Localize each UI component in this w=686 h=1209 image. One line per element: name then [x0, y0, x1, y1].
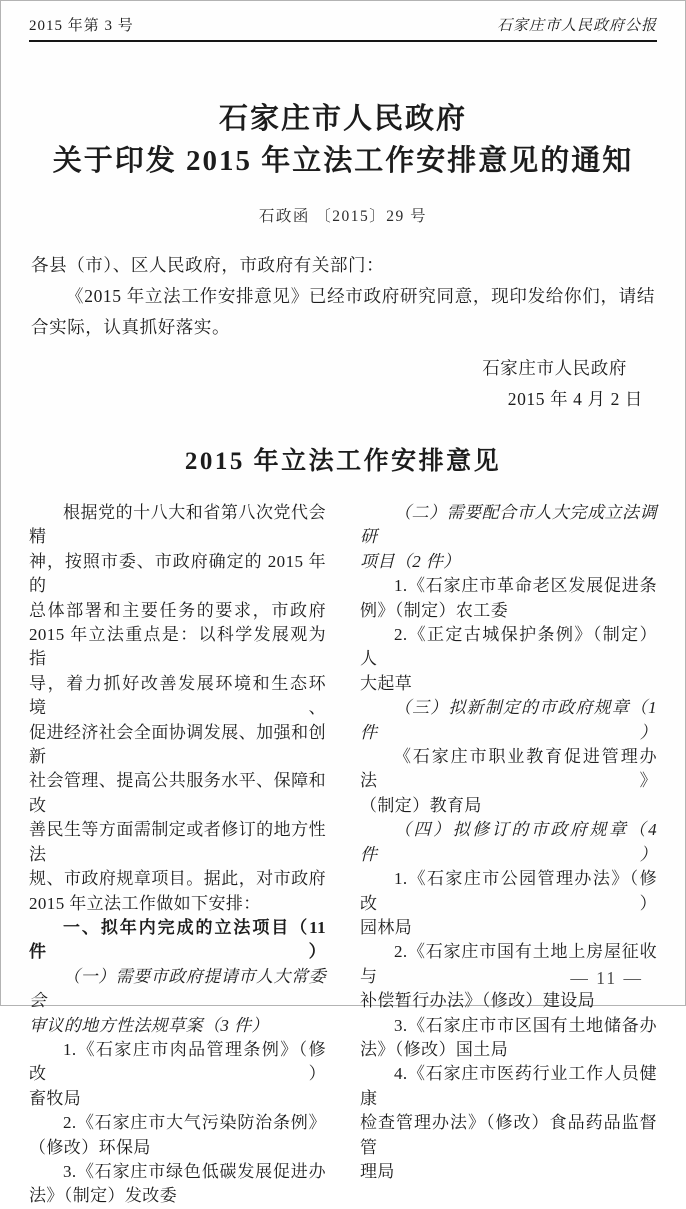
notice-title: [1, 98, 685, 182]
opinion-column-left: [29, 501, 326, 1209]
opinion-line: 规、市政府规章项目。据此，对市政府: [29, 869, 326, 889]
notice-body-paragraph: 《2015 年立法工作安排意见》已经市政府研究同意，现印发给你们，请结合实际，认真抓好落实。: [31, 286, 655, 337]
opinion-line: 补偿暂行办法》（修改）建设局: [360, 991, 596, 1011]
signature-name: 石家庄市人民政府: [482, 358, 627, 378]
opinion-line: 理局: [360, 1161, 395, 1181]
masthead-publication-title: 石家庄市人民政府公报: [496, 18, 657, 34]
opinion-line: 大起草: [360, 673, 413, 693]
notice-title-line-2: 关于印发 2015 年立法工作安排意见的通知: [52, 145, 634, 177]
page-number: — 11 —: [570, 968, 643, 988]
opinion-line: 3.《石家庄市市区国有土地储备办: [394, 1015, 657, 1035]
opinion-subheading: （二）需要配合市人大完成立法调研: [360, 503, 657, 547]
opinion-columns: [29, 501, 657, 1209]
opinion-subheading: 项目（2 件）: [360, 551, 461, 571]
opinion-line: 社会管理、提高公共服务水平、保障和改: [29, 771, 326, 815]
opinion-line: 法》（制定）发改委: [29, 1186, 178, 1206]
opinion-line: 检查管理办法》（修改）食品药品监督管: [360, 1113, 657, 1157]
opinion-line: 4.《石家庄市医药行业工作人员健康: [360, 1064, 657, 1108]
opinion-line: 法》（修改）国土局: [360, 1039, 509, 1059]
opinion-line: （修改）环保局: [29, 1137, 151, 1157]
opinion-line: 2015 年立法工作做如下安排：: [29, 893, 261, 913]
opinion-line: 神，按照市委、市政府确定的 2015 年的: [29, 551, 326, 596]
masthead-issue: 2015 年第 3 号: [29, 18, 134, 34]
opinion-line: 例》（制定）农工委: [360, 600, 509, 620]
opinion-line: 畜牧局: [29, 1088, 82, 1108]
doc-number: 石政函 〔2015〕29 号: [258, 208, 428, 225]
opinion-heading-1: 一、拟年内完成的立法项目（11 件）: [29, 917, 326, 962]
opinion-line: 园林局: [360, 917, 413, 937]
notice-title-line-1: 石家庄市人民政府: [218, 103, 467, 135]
opinion-subheading: （一）需要市政府提请市人大常委会: [29, 966, 326, 1011]
salutation: 各县（市）、区人民政府，市政府有关部门：: [31, 255, 385, 275]
masthead: [29, 14, 657, 42]
opinion-title: 2015 年立法工作安排意见: [184, 448, 502, 475]
signature-block: [1, 353, 685, 415]
opinion-line: 2.《石家庄市大气污染防治条例》: [63, 1113, 326, 1133]
opinion-line: 《石家庄市职业教育促进管理办法》: [360, 747, 657, 791]
opinion-line: 促进经济社会全面协调发展、加强和创新: [29, 722, 326, 767]
opinion-line: 1.《石家庄市肉品管理条例》（修改）: [29, 1039, 326, 1084]
opinion-line: 2015 年立法重点是：以科学发展观为指: [29, 625, 326, 669]
opinion-line: 总体部署和主要任务的要求，市政府: [29, 600, 326, 620]
opinion-line: 3.《石家庄市绿色低碳发展促进办: [63, 1161, 326, 1181]
opinion-line: 1.《石家庄市公园管理办法》（修改）: [360, 869, 657, 913]
signature-date: 2015 年 4 月 2 日: [507, 389, 643, 409]
opinion-subheading: 审议的地方性法规草案（3 件）: [29, 1015, 269, 1035]
opinion-line: （制定）教育局: [360, 795, 482, 815]
opinion-line: 善民生等方面需制定或者修订的地方性法: [29, 820, 326, 864]
notice-body: [31, 250, 655, 343]
opinion-line: 2.《正定古城保护条例》（制定）人: [360, 625, 657, 669]
opinion-subheading: （四）拟修订的市政府规章（4 件）: [360, 820, 657, 864]
opinion-line: 1.《石家庄市革命老区发展促进条: [394, 576, 657, 596]
opinion-line: 导，着力抓好改善发展环境和生态环境、: [29, 673, 326, 718]
opinion-line: 根据党的十八大和省第八次党代会精: [29, 503, 326, 547]
opinion-subheading: （三）拟新制定的市政府规章（1 件）: [360, 698, 657, 742]
opinion-column-right: [360, 501, 657, 1209]
opinion-line: 2.《石家庄市国有土地上房屋征收与: [360, 942, 657, 986]
